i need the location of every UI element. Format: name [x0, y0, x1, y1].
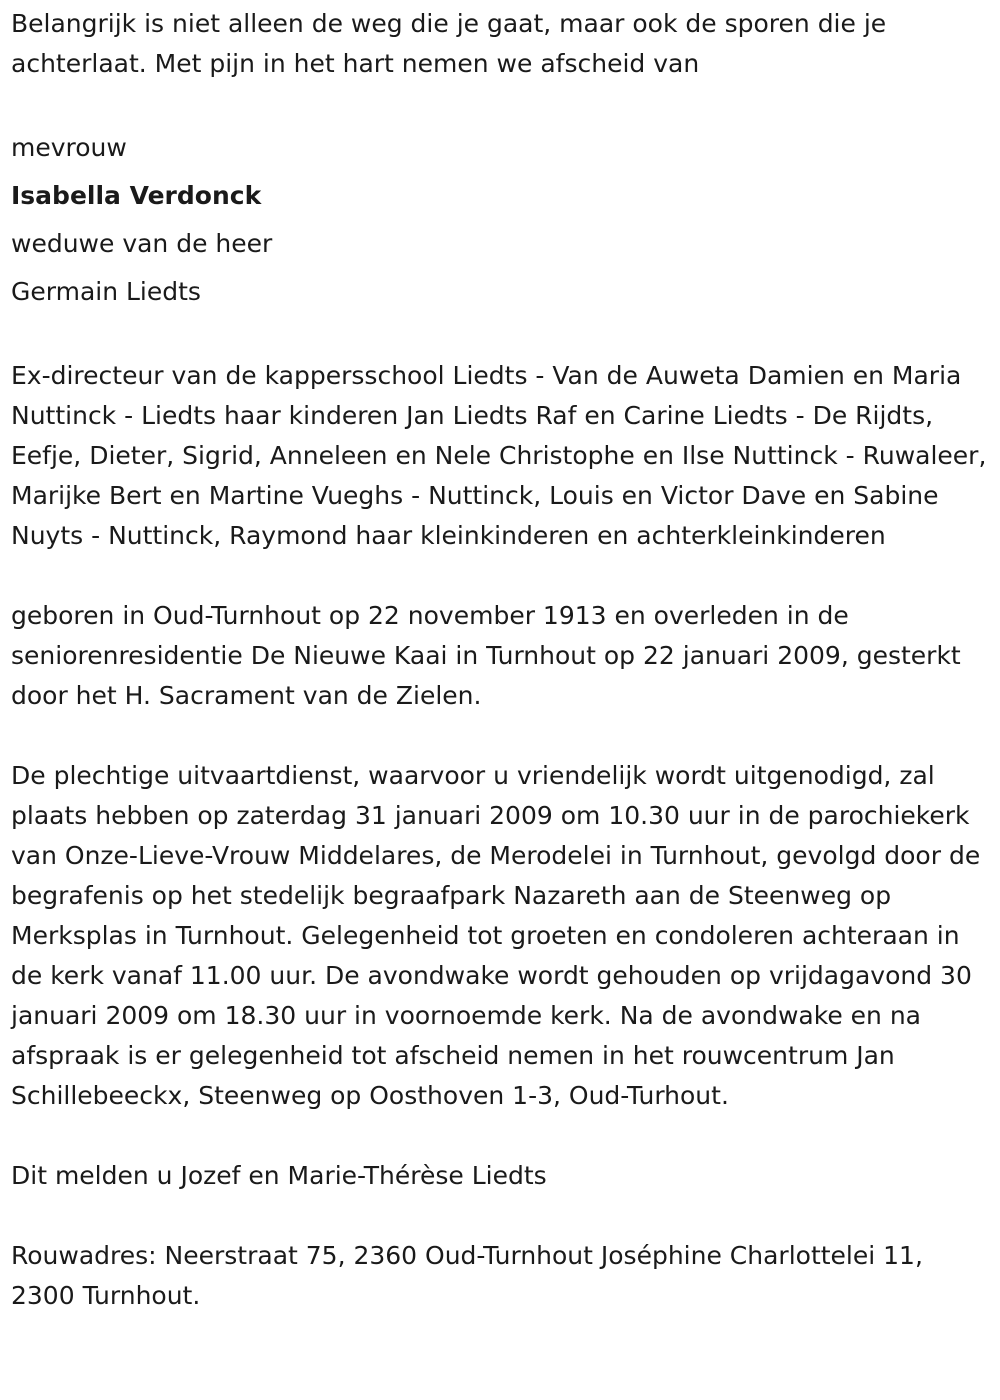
spacer [11, 84, 991, 124]
salutation: mevrouw [11, 133, 127, 162]
family-paragraph: Ex-directeur van de kappersschool Liedts - Van de Auweta Damien en Maria Nuttinck - Liedts haar kinderen Jan Liedts Raf en Carine Liedts - De Rijdts, Eefje, Dieter, Sigrid, Anneleen en Nele Christophe en Ilse Nuttinck - Ruwaleer, Marijke Bert en Martine Vueghs - Nuttinck, Louis en Victor Dave en Sabine Nuyts - Nuttinck, Raymond haar kleinkinderen en achterkleinkinderen [11, 361, 987, 550]
spacer [11, 556, 991, 596]
relation-line: weduwe van de heer [11, 229, 273, 258]
intro-paragraph: Belangrijk is niet alleen de weg die je gaat, maar ook de sporen die je achterlaat. Met pijn in het hart nemen we afscheid van [11, 9, 887, 78]
birth-death-paragraph: geboren in Oud-Turnhout op 22 november 1913 en overleden in de seniorenresidentie De Nieuwe Kaai in Turnhout op 22 januari 2009, gesterkt door het H. Sacrament van de Zielen. [11, 601, 961, 710]
announcers-line: Dit melden u Jozef en Marie-Thérèse Liedts [11, 1161, 547, 1190]
mourning-address: Rouwadres: Neerstraat 75, 2360 Oud-Turnhout Joséphine Charlottelei 11, 2300 Turnhout. [11, 1241, 923, 1310]
spouse-name: Germain Liedts [11, 277, 201, 306]
obituary-document [11, 4, 991, 1316]
spacer [11, 1116, 991, 1156]
spacer [11, 316, 991, 356]
ceremony-paragraph: De plechtige uitvaartdienst, waarvoor u vriendelijk wordt uitgenodigd, zal plaats hebben op zaterdag 31 januari 2009 om 10.30 uur in de parochiekerk van Onze-Lieve-Vrouw Middelares, de Merodelei in Turnhout, gevolgd door de begrafenis op het stedelijk begraafpark Nazareth aan de Steenweg op Merksplas in Turnhout. Gelegenheid tot groeten en condoleren achteraan in de kerk vanaf 11.00 uur. De avondwake wordt gehouden op vrijdagavond 30 januari 2009 om 18.30 uur in voornoemde kerk. Na de avondwake en na afspraak is er gelegenheid tot afscheid nemen in het rouwcentrum Jan Schillebeeckx, Steenweg op Oosthoven 1-3, Oud-Turhout. [11, 761, 981, 1110]
spacer [11, 716, 991, 756]
deceased-name: Isabella Verdonck [11, 181, 262, 210]
spacer [11, 1196, 991, 1236]
